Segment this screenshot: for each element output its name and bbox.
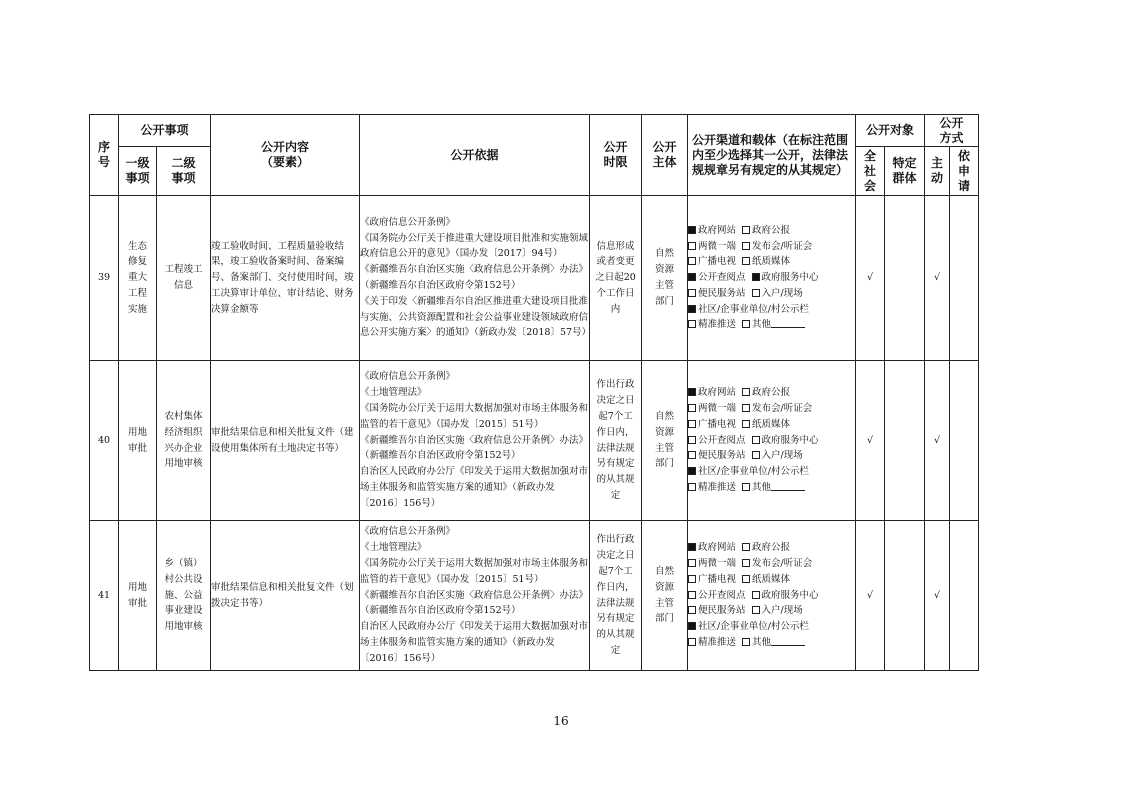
channel-option[interactable]: [688, 542, 736, 553]
channel-line: [688, 223, 855, 239]
channel-option-label: 政府公报: [752, 224, 791, 236]
unchecked-box-icon[interactable]: [688, 606, 696, 614]
checked-box-icon[interactable]: [688, 388, 696, 396]
cell-seq: 41: [90, 521, 119, 671]
table-body: [90, 196, 979, 671]
basis-item: 《土地管理法》: [360, 542, 427, 554]
header-apply: 依申请: [950, 147, 979, 196]
cell-channels: [688, 196, 856, 361]
cell-seq: 40: [90, 361, 119, 521]
channel-line: [688, 572, 855, 588]
cell-level1: 生态修复重大工程实施: [119, 196, 157, 361]
channel-line: [688, 540, 855, 556]
cell-subject: 自然资源主管部门: [642, 196, 688, 361]
channel-line: [688, 239, 855, 255]
channel-line: [688, 433, 855, 449]
cell-specific: [885, 521, 925, 671]
channel-option-label: 政府服务中心: [761, 272, 819, 284]
channel-option-label: 两微一端: [698, 403, 737, 414]
cell-limit: 信息形成或者变更之日起20个工作日内: [590, 196, 642, 361]
basis-item: 《土地管理法》: [360, 387, 427, 399]
basis-item: 《新疆维吾尔自治区实施〈政府信息公开条例〉办法》（新疆维吾尔自治区政府令第152号）: [360, 434, 589, 462]
unchecked-box-icon[interactable]: [688, 404, 696, 412]
unchecked-box-icon[interactable]: [742, 483, 750, 491]
channel-option-label: 发布会/听证会: [752, 403, 813, 414]
header-level1: 一级事项: [119, 147, 157, 196]
checked-box-icon[interactable]: [688, 543, 696, 551]
channel-option-label: 政府服务中心: [761, 434, 819, 446]
channel-option[interactable]: [742, 637, 805, 648]
unchecked-box-icon[interactable]: [742, 559, 750, 567]
basis-item: 《政府信息公开条例》: [360, 371, 456, 383]
channel-option-label: 两微一端: [698, 240, 737, 252]
channel-option-label: 政府服务中心: [761, 589, 819, 601]
channel-option-label: 其他: [752, 319, 772, 331]
channel-option[interactable]: [688, 466, 809, 477]
channel-option[interactable]: [742, 241, 812, 252]
unchecked-box-icon[interactable]: [688, 436, 696, 444]
channel-option[interactable]: [688, 574, 736, 585]
channel-option[interactable]: [742, 419, 790, 430]
channel-option[interactable]: [688, 637, 736, 648]
channel-option[interactable]: [742, 319, 805, 330]
table-row: [90, 521, 979, 671]
channel-option-label: 入户/现场: [761, 287, 803, 299]
cell-active: √: [925, 521, 950, 671]
channel-line: [688, 635, 855, 651]
cell-active: √: [925, 196, 950, 361]
header-content: 公开内容 （要素）: [211, 115, 360, 196]
unchecked-box-icon[interactable]: [742, 575, 750, 583]
unchecked-box-icon[interactable]: [688, 257, 696, 265]
header-mode: 公开方式: [925, 115, 979, 147]
unchecked-box-icon[interactable]: [752, 606, 760, 614]
channel-option-label: 公开查阅点: [698, 434, 746, 446]
cell-limit: 作出行政决定之日起7个工作日内，法律法规另有规定的从其规定: [590, 521, 642, 671]
channel-line: [688, 401, 855, 417]
channel-option-label: 纸质媒体: [752, 256, 791, 268]
channel-option-label: 纸质媒体: [752, 418, 791, 430]
header-subject: 公开主体: [642, 115, 688, 196]
unchecked-box-icon[interactable]: [742, 404, 750, 412]
header-channel: 公开渠道和载体（在标注范围内至少选择其一公开，法律法规规章另有规定的从其规定）: [688, 115, 856, 196]
channel-option-label: 便民服务站: [698, 287, 746, 299]
channel-option[interactable]: [688, 435, 746, 446]
header-specific: 特定群体: [885, 147, 925, 196]
checked-box-icon[interactable]: [688, 226, 696, 234]
channel-line: [688, 603, 855, 619]
channel-option-label: 两微一端: [698, 558, 737, 569]
basis-item: 《国务院办公厅关于推进重大建设项目批准和实施领域政府信息公开的意见》（国办发〔2017〕94号）: [360, 232, 589, 260]
channel-line: [688, 270, 855, 286]
unchecked-box-icon[interactable]: [752, 289, 760, 297]
cell-subject: 自然资源主管部门: [642, 521, 688, 671]
channel-option[interactable]: [688, 272, 746, 283]
cell-content: 审批结果信息和相关批复文件（划拨决定书等）: [211, 521, 360, 671]
header-active: 主动: [925, 147, 950, 196]
cell-channels: [688, 361, 856, 521]
channel-line: [688, 464, 855, 480]
header-seq: 序号: [90, 115, 119, 196]
channel-option-label: 社区/企事业单位/村公示栏: [698, 466, 809, 478]
channel-option-label: 入户/现场: [761, 605, 803, 617]
unchecked-box-icon[interactable]: [752, 436, 760, 444]
unchecked-box-icon[interactable]: [688, 242, 696, 250]
unchecked-box-icon[interactable]: [688, 483, 696, 491]
channel-option-label: 入户/现场: [761, 450, 803, 462]
channel-line: [688, 588, 855, 604]
channel-option[interactable]: [742, 387, 790, 398]
cell-apply: [950, 361, 979, 521]
channel-option[interactable]: [688, 558, 736, 569]
header-basis: 公开依据: [360, 115, 590, 196]
channel-option[interactable]: [752, 288, 803, 299]
cell-level2: 农村集体经济组织兴办企业用地审核: [157, 361, 211, 521]
channel-option[interactable]: [742, 558, 812, 569]
cell-level1: 用地审批: [119, 361, 157, 521]
table-row: [90, 196, 979, 361]
channel-option[interactable]: [742, 574, 790, 585]
unchecked-box-icon[interactable]: [688, 451, 696, 459]
channel-option[interactable]: [688, 225, 736, 236]
channel-option[interactable]: [688, 241, 736, 252]
channel-option-label: 其他: [752, 481, 772, 493]
channel-option[interactable]: [688, 403, 736, 414]
cell-limit: 作出行政决定之日起7个工作日内，法律法规另有规定的从其规定: [590, 361, 642, 521]
channel-option-label: 发布会/听证会: [752, 558, 813, 569]
channel-line: [688, 302, 855, 318]
channel-option-label: 精准推送: [698, 319, 737, 331]
cell-level1: 用地审批: [119, 521, 157, 671]
channel-option-label: 纸质媒体: [752, 573, 791, 585]
channel-option[interactable]: [742, 542, 790, 553]
channel-option-label: 精准推送: [698, 481, 737, 493]
checked-box-icon[interactable]: [688, 305, 696, 313]
channel-option-label: 社区/企事业单位/村公示栏: [698, 303, 809, 315]
channel-line: [688, 286, 855, 302]
channel-line: [688, 619, 855, 635]
fill-in-blank: [771, 636, 805, 646]
cell-specific: [885, 361, 925, 521]
channel-line: [688, 417, 855, 433]
channel-option[interactable]: [752, 605, 803, 616]
page-number: 16: [553, 714, 569, 728]
channel-option-label: 精准推送: [698, 636, 737, 648]
unchecked-box-icon[interactable]: [742, 242, 750, 250]
unchecked-box-icon[interactable]: [742, 420, 750, 428]
cell-basis: [360, 521, 590, 671]
channel-line: [688, 317, 855, 333]
cell-content: 竣工验收时间、工程质量验收结果，竣工验收备案时间、备案编号、备案部门、交付使用时间，竣工决算审计单位、审计结论、财务决算金额等: [211, 196, 360, 361]
cell-content: 审批结果信息和相关批复文件（建设使用集体所有土地决定书等）: [211, 361, 360, 521]
cell-channels: [688, 521, 856, 671]
cell-specific: [885, 196, 925, 361]
unchecked-box-icon[interactable]: [688, 420, 696, 428]
basis-item: 《国务院办公厅关于运用大数据加强对市场主体服务和监管的若干意见》（国办发〔2015〕51号）: [360, 558, 589, 585]
disclosure-table: [89, 114, 979, 671]
channel-option-label: 广播电视: [698, 573, 737, 585]
cell-basis: [360, 361, 590, 521]
checked-box-icon[interactable]: [688, 467, 696, 475]
channel-line: [688, 480, 855, 496]
fill-in-blank: [771, 481, 805, 491]
fill-in-blank: [771, 318, 805, 328]
channel-line: [688, 385, 855, 401]
cell-all-society: √: [856, 521, 885, 671]
channel-option-label: 其他: [752, 636, 772, 648]
unchecked-box-icon[interactable]: [742, 638, 750, 646]
channel-option[interactable]: [688, 304, 809, 315]
channel-option-label: 广播电视: [698, 256, 737, 268]
channel-option-label: 政府公报: [752, 387, 791, 399]
cell-all-society: √: [856, 196, 885, 361]
channel-option[interactable]: [742, 225, 790, 236]
cell-basis: [360, 196, 590, 361]
channel-option[interactable]: [742, 482, 805, 493]
channel-option[interactable]: [742, 403, 812, 414]
channel-option-label: 政府网站: [698, 542, 737, 554]
channel-option-label: 政府网站: [698, 224, 737, 236]
cell-apply: [950, 521, 979, 671]
channel-option[interactable]: [688, 288, 746, 299]
basis-item: 自治区人民政府办公厅《印发关于运用大数据加强对市场主体服务和监管实施方案的通知》（新政办发〔2016〕156号）: [360, 621, 589, 664]
channel-option[interactable]: [688, 387, 736, 398]
checked-box-icon[interactable]: [688, 622, 696, 630]
unchecked-box-icon[interactable]: [688, 559, 696, 567]
unchecked-box-icon[interactable]: [742, 543, 750, 551]
channel-option-label: 政府公报: [752, 542, 791, 554]
channel-line: [688, 448, 855, 464]
cell-seq: 39: [90, 196, 119, 361]
unchecked-box-icon[interactable]: [742, 388, 750, 396]
header-limit: 公开时限: [590, 115, 642, 196]
cell-subject: 自然资源主管部门: [642, 361, 688, 521]
basis-item: 《国务院办公厅关于运用大数据加强对市场主体服务和监管的若干意见》（国办发〔2015〕51号）: [360, 403, 589, 430]
channel-option-label: 便民服务站: [698, 605, 746, 617]
basis-item: 《新疆维吾尔自治区实施〈政府信息公开条例〉办法》（新疆维吾尔自治区政府令第152号）: [360, 264, 589, 291]
header-item: 公开事项: [119, 115, 211, 147]
channel-line: [688, 254, 855, 270]
channel-option-label: 公开查阅点: [698, 589, 746, 601]
checked-box-icon[interactable]: [752, 273, 760, 281]
channel-option-label: 便民服务站: [698, 450, 746, 462]
table-row: [90, 361, 979, 521]
channel-option[interactable]: [742, 256, 790, 267]
unchecked-box-icon[interactable]: [752, 451, 760, 459]
header-level2: 二级事项: [157, 147, 211, 196]
unchecked-box-icon[interactable]: [742, 226, 750, 234]
unchecked-box-icon[interactable]: [742, 320, 750, 328]
channel-option[interactable]: [688, 419, 736, 430]
channel-option-label: 公开查阅点: [698, 272, 746, 284]
channel-option[interactable]: [688, 482, 736, 493]
unchecked-box-icon[interactable]: [688, 289, 696, 297]
unchecked-box-icon[interactable]: [752, 591, 760, 599]
unchecked-box-icon[interactable]: [688, 591, 696, 599]
cell-level2: 工程竣工信息: [157, 196, 211, 361]
header-target: 公开对象: [856, 115, 925, 147]
channel-option-label: 政府网站: [698, 387, 737, 399]
channel-option[interactable]: [688, 256, 736, 267]
channel-option[interactable]: [688, 590, 746, 601]
channel-option[interactable]: [688, 621, 809, 632]
unchecked-box-icon[interactable]: [688, 638, 696, 646]
channel-option[interactable]: [752, 435, 819, 446]
channel-option-label: 社区/企事业单位/村公示栏: [698, 621, 809, 633]
channel-option[interactable]: [688, 605, 746, 616]
checked-box-icon[interactable]: [688, 273, 696, 281]
channel-option[interactable]: [688, 319, 736, 330]
basis-item: 自治区人民政府办公厅《印发关于运用大数据加强对市场主体服务和监管实施方案的通知》（新政办发〔2016〕156号）: [360, 466, 589, 509]
cell-level2: 乡（镇）村公共设施、公益事业建设用地审核: [157, 521, 211, 671]
channel-option-label: 发布会/听证会: [752, 240, 813, 252]
cell-apply: [950, 196, 979, 361]
unchecked-box-icon[interactable]: [742, 257, 750, 265]
cell-active: √: [925, 361, 950, 521]
header-all-society: 全社会: [856, 147, 885, 196]
basis-item: 《政府信息公开条例》: [360, 526, 456, 538]
basis-item: 《政府信息公开条例》: [360, 216, 456, 228]
unchecked-box-icon[interactable]: [688, 575, 696, 583]
channel-option[interactable]: [752, 450, 803, 461]
unchecked-box-icon[interactable]: [688, 320, 696, 328]
channel-option[interactable]: [752, 590, 819, 601]
cell-all-society: √: [856, 361, 885, 521]
channel-option[interactable]: [752, 272, 819, 283]
basis-item: 《关于印发〈新疆维吾尔自治区推进重大建设项目批准与实施、公共资源配置和社会公益事业建设领域政府信息公开实施方案〉的通知》（新政办发〔2018〕57号）: [360, 295, 592, 339]
channel-line: [688, 556, 855, 572]
basis-item: 《新疆维吾尔自治区实施〈政府信息公开条例〉办法》（新疆维吾尔自治区政府令第152号）: [360, 589, 589, 617]
channel-option-label: 广播电视: [698, 418, 737, 430]
channel-option[interactable]: [688, 450, 746, 461]
